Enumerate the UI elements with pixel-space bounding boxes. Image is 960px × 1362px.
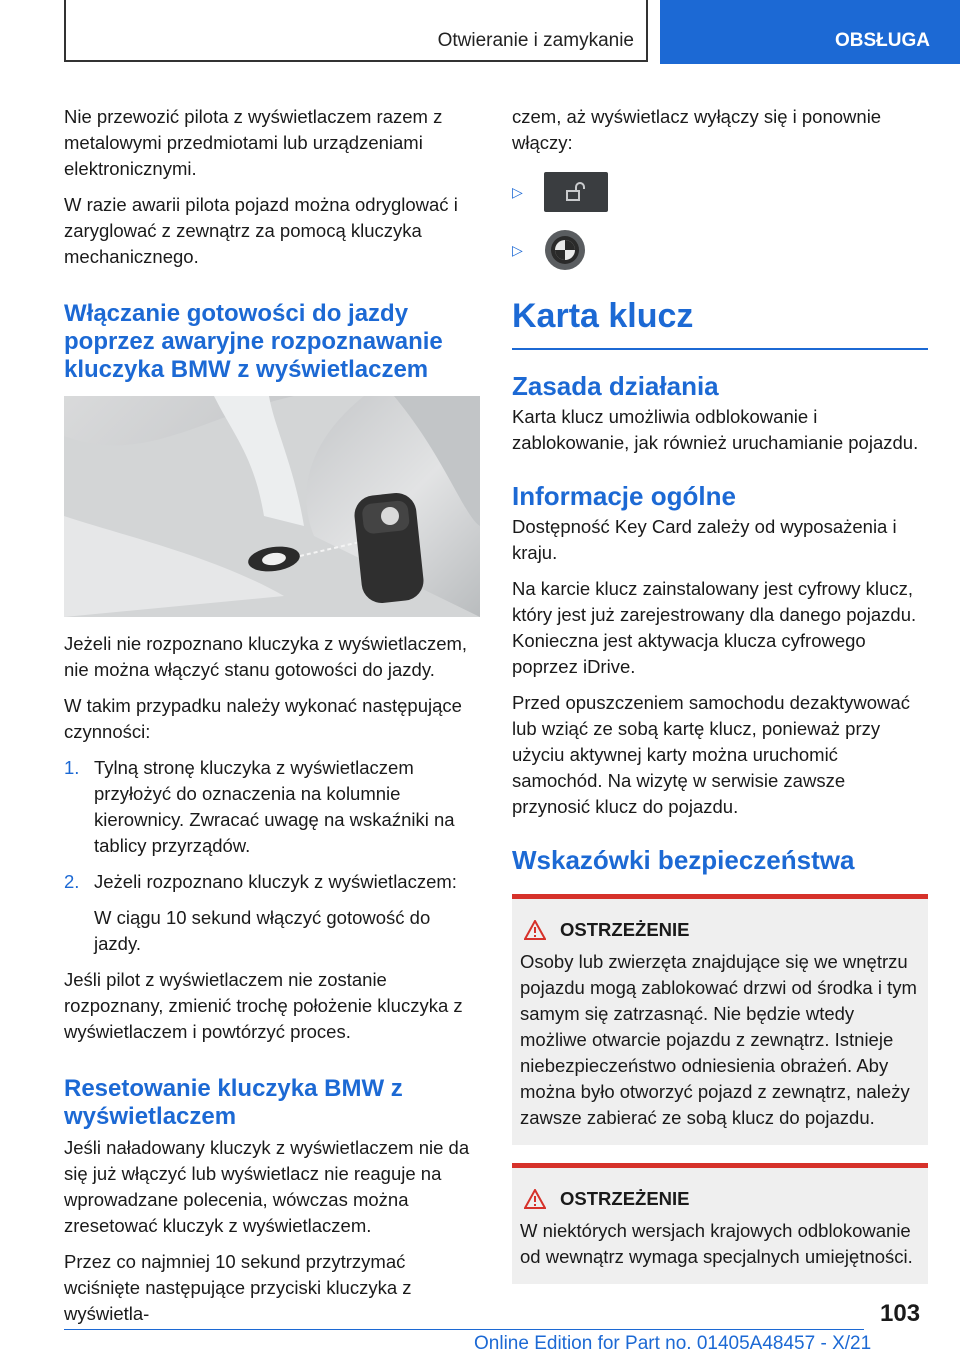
warning-text: W niektórych wersjach krajowych odblokowanie od wewnątrz wymaga specjalnych umiejętności. bbox=[520, 1220, 913, 1267]
bullet-marker: ▷ bbox=[512, 184, 523, 200]
heading-safety: Wskazówki bezpieczeństwa bbox=[512, 845, 855, 875]
paragraph: Jeżeli nie rozpoznano kluczyka z wyświetlaczem, nie można włączyć stanu gotowości do jazdy. bbox=[64, 633, 468, 680]
header-frame bbox=[64, 0, 648, 62]
bullet-marker: ▷ bbox=[512, 242, 523, 258]
step-text: Tylną stronę kluczyka z wyświetlaczem przyłożyć do oznaczenia na kolumnie kierownicy. Zwracać uwagę na wskaźniki na tablicy przyrządów. bbox=[94, 757, 455, 856]
heading-emergency-activation: Włączanie gotowości do jazdy poprzez awaryjne rozpoznawanie kluczyka BMW z wyświetlaczem bbox=[64, 300, 443, 383]
paragraph: W razie awarii pilota pojazd można odryglować i zaryglować z zewnątrz za pomocą kluczyka mechanicznego. bbox=[64, 194, 458, 267]
warning-box bbox=[512, 1163, 928, 1284]
warning-title: OSTRZEŻENIE bbox=[560, 1188, 690, 1209]
paragraph: Przed opuszczeniem samochodu dezaktywować lub wziąć ze sobą kartę klucz, ponieważ przy użyciu aktywnej karty można uruchomić samochód. Na wizytę w serwisie zawsze przynosić klucz do pojazdu. bbox=[512, 692, 910, 817]
paragraph: W takim przypadku należy wykonać następujące czynności: bbox=[64, 695, 462, 742]
paragraph: Nie przewozić pilota z wyświetlaczem razem z metalowymi przedmiotami lub urządzeniami elektronicznymi. bbox=[64, 106, 443, 179]
paragraph: Przez co najmniej 10 sekund przytrzymać wciśnięte następujące przyciski kluczyka z wyświetla- bbox=[64, 1251, 412, 1324]
footer-rule bbox=[64, 1329, 864, 1330]
step-number: 1. bbox=[64, 757, 80, 778]
left-column bbox=[64, 104, 480, 1337]
unlock-button-icon bbox=[544, 172, 608, 212]
heading-general-info: Informacje ogólne bbox=[512, 481, 736, 511]
right-column bbox=[512, 104, 928, 1302]
warning-title: OSTRZEŻENIE bbox=[560, 919, 690, 940]
paragraph: Karta klucz umożliwia odblokowanie i zablokowanie, jak również uruchamianie pojazdu. bbox=[512, 406, 919, 453]
heading-reset: Resetowanie kluczyka BMW z wyświetlaczem bbox=[64, 1075, 403, 1130]
bmw-logo-button-icon bbox=[544, 229, 586, 271]
section-title: Otwieranie i zamykanie bbox=[437, 30, 634, 51]
button-step-bmw bbox=[512, 224, 928, 276]
page-number: 103 bbox=[880, 1300, 921, 1327]
steering-column-key-photo bbox=[64, 396, 480, 617]
paragraph: Dostępność Key Card zależy od wyposażenia i kraju. bbox=[512, 516, 897, 563]
warning-icon bbox=[524, 1189, 546, 1209]
heading-key-card: Karta klucz bbox=[512, 297, 694, 335]
step-subtext: W ciągu 10 sekund włączyć gotowość do jazdy. bbox=[94, 907, 431, 954]
warning-box bbox=[512, 894, 928, 1145]
chapter-tab-label: OBSŁUGA bbox=[835, 30, 930, 51]
paragraph: czem, aż wyświetlacz wyłączy się i ponownie włączy: bbox=[512, 106, 882, 153]
paragraph: Jeśli naładowany kluczyk z wyświetlaczem nie da się już włączyć lub wyświetlacz nie reaguje na wprowadzane polecenia, wówczas można zresetować kluczyk z wyświetlaczem. bbox=[64, 1137, 470, 1236]
chapter-tab bbox=[660, 0, 960, 64]
steps-list bbox=[64, 755, 480, 957]
heading-principle: Zasada działania bbox=[512, 371, 719, 401]
footer-edition: Online Edition for Part no. 01405A48457 - X/21 bbox=[474, 1333, 872, 1354]
step-text: Jeżeli rozpoznano kluczyk z wyświetlaczem: bbox=[94, 871, 457, 892]
step-number: 2. bbox=[64, 871, 80, 892]
paragraph: Na karcie klucz zainstalowany jest cyfrowy klucz, który jest już zarejestrowany dla danego pojazdu. Konieczna jest aktywacja klucza cyfrowego poprzez iDrive. bbox=[512, 578, 917, 677]
heading-rule bbox=[512, 348, 928, 350]
warning-icon bbox=[524, 920, 546, 940]
steering-column-illustration bbox=[64, 396, 480, 617]
paragraph: Jeśli pilot z wyświetlaczem nie zostanie rozpoznany, zmienić trochę położenie kluczyka z wyświetlaczem i powtórzyć proces. bbox=[64, 969, 463, 1042]
button-step-unlock bbox=[512, 166, 928, 218]
list-item bbox=[64, 869, 480, 957]
list-item bbox=[64, 755, 480, 859]
warning-text: Osoby lub zwierzęta znajdujące się we wnętrzu pojazdu mogą zablokować drzwi od środka i tym samym się zatrzasnąć. Nie będzie wtedy możliwe otwarcie pojazdu z zewnątrz. Istnieje niebezpieczeństwo odniesienia obrażeń. Aby można było otworzyć pojazd z zewnątrz, należy zawsze zabierać ze sobą klucz do pojazdu. bbox=[520, 951, 917, 1128]
